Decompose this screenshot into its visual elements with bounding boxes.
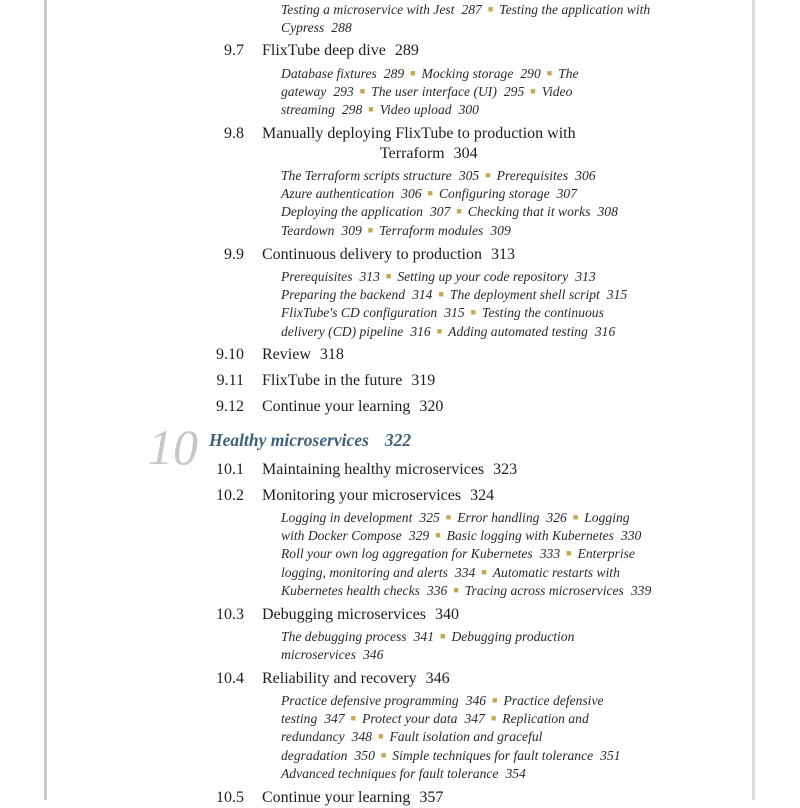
subsection-title: delivery (CD) pipeline <box>281 323 404 339</box>
separator-bullet: ■ <box>427 188 433 199</box>
subsection-page: 330 <box>620 528 642 544</box>
subsection-title: Testing a microservice with Jest <box>281 2 455 17</box>
toc-subsection-line <box>281 545 635 564</box>
section-page: 340 <box>434 606 459 623</box>
toc-subsection-line <box>281 83 572 102</box>
section-number: 9.9 <box>224 246 244 263</box>
toc-subsection-line <box>281 65 579 84</box>
section-number: 9.8 <box>224 125 244 142</box>
subsection-title: Automatic restarts with <box>492 564 620 580</box>
toc-subsection-line <box>281 304 604 323</box>
subsection-title: Testing the continuous <box>482 305 604 321</box>
toc-subsection-line <box>281 582 651 601</box>
section-number: 10.1 <box>216 461 244 478</box>
toc-subsection-line <box>281 323 615 342</box>
subsection-title: Practice defensive programming <box>281 693 459 708</box>
subsection-title: Deploying the application <box>281 204 423 220</box>
subsection-title: Database fixtures <box>281 66 377 81</box>
subsection-title: The Terraform scripts structure <box>281 168 452 183</box>
subsection-title: Mocking storage <box>421 66 514 81</box>
subsection-page: 339 <box>630 582 652 598</box>
section-page: 304 <box>453 145 478 162</box>
toc-subsection-line <box>281 185 577 204</box>
subsection-link[interactable] <box>281 546 560 561</box>
subsection-page: 348 <box>351 729 373 745</box>
subsection-page: 334 <box>454 564 476 580</box>
chapter-title-line[interactable] <box>209 430 411 451</box>
separator-bullet: ■ <box>359 86 366 97</box>
subsection-title: Advanced techniques for fault tolerance <box>281 765 499 781</box>
subsection-page: 307 <box>429 204 451 220</box>
separator-bullet: ■ <box>546 68 553 78</box>
subsection-page: 309 <box>490 222 511 238</box>
section-title: Maintaining healthy microservices <box>262 461 485 478</box>
section-title: Continuous delivery to production <box>262 246 482 263</box>
subsection-link[interactable] <box>450 287 627 302</box>
chapter-number: 10 <box>148 419 198 475</box>
subsection-page: 315 <box>606 287 628 303</box>
subsection-link[interactable] <box>281 647 383 662</box>
subsection-title: Teardown <box>281 222 335 238</box>
subsection-page: 295 <box>503 84 525 100</box>
subsection-link[interactable] <box>390 729 543 744</box>
section-title: Debugging microservices <box>262 606 426 623</box>
subsection-link[interactable] <box>281 729 372 744</box>
subsection-link[interactable] <box>439 186 577 201</box>
subsection-title: degradation <box>281 747 348 763</box>
subsection-title: Kubernetes health checks <box>281 582 420 598</box>
section-page: 346 <box>425 670 450 687</box>
subsection-page: 336 <box>426 582 448 598</box>
subsection-link[interactable] <box>281 711 345 726</box>
section-page: 289 <box>394 42 419 59</box>
subsection-page: 325 <box>419 510 440 525</box>
subsection-title: Testing the application with <box>499 2 651 17</box>
subsection-title: Checking that it works <box>467 204 591 220</box>
subsection-title: Azure authentication <box>281 186 395 202</box>
separator-bullet: ■ <box>378 731 384 742</box>
subsection-title: Prerequisites <box>496 168 569 183</box>
toc-subsection-line <box>281 19 352 37</box>
section-page: 324 <box>470 487 495 504</box>
section-page: 313 <box>490 246 515 263</box>
separator-bullet: ■ <box>530 86 536 97</box>
subsection-link[interactable] <box>558 66 578 81</box>
separator-bullet: ■ <box>445 512 452 522</box>
separator-bullet: ■ <box>470 307 477 318</box>
separator-bullet: ■ <box>440 631 446 641</box>
subsection-link[interactable] <box>281 102 362 117</box>
toc-subsection-line <box>281 747 621 766</box>
subsection-title: FlixTube's CD configuration <box>281 305 438 321</box>
subsection-page: 346 <box>465 693 487 708</box>
subsection-title: The <box>558 66 579 81</box>
subsection-title: Video <box>541 84 573 100</box>
subsection-link[interactable] <box>392 748 620 763</box>
subsection-page: 305 <box>458 168 480 183</box>
section-page: 320 <box>419 398 444 415</box>
section-number: 9.12 <box>216 398 244 415</box>
subsection-page: 288 <box>331 20 352 36</box>
section-number: 10.4 <box>216 670 244 687</box>
subsection-link[interactable] <box>281 565 475 580</box>
subsection-link[interactable] <box>457 510 567 525</box>
subsection-link[interactable] <box>502 711 588 726</box>
toc-subsection-line <box>281 646 383 664</box>
subsection-link[interactable] <box>281 766 526 781</box>
subsection-page: 307 <box>556 186 578 202</box>
subsection-page: 326 <box>546 510 567 525</box>
toc-subsection-line <box>281 101 479 120</box>
chapter-page: 322 <box>384 430 412 450</box>
subsection-link[interactable] <box>281 168 479 183</box>
subsection-link[interactable] <box>281 223 362 238</box>
subsection-link[interactable] <box>281 287 432 302</box>
subsection-link[interactable] <box>281 305 465 320</box>
subsection-title: Simple techniques for fault tolerance <box>392 747 594 763</box>
subsection-link[interactable] <box>281 748 375 763</box>
toc-subsection-line <box>281 203 618 222</box>
subsection-link[interactable] <box>499 2 650 17</box>
subsection-link[interactable] <box>281 84 354 99</box>
subsection-page: 316 <box>410 323 431 339</box>
subsection-link[interactable] <box>380 102 479 117</box>
subsection-page: 351 <box>600 747 621 763</box>
subsection-link[interactable] <box>281 510 440 525</box>
subsection-title: Logging in development <box>281 510 413 525</box>
section-number: 10.2 <box>216 487 244 504</box>
subsection-link[interactable] <box>281 204 450 219</box>
subsection-page: 287 <box>461 2 482 17</box>
subsection-title: Fault isolation and graceful <box>389 729 543 745</box>
section-title-continued: Terraform <box>380 145 445 162</box>
subsection-link[interactable] <box>397 269 595 284</box>
toc-subsection-line <box>281 710 589 729</box>
separator-bullet: ■ <box>490 713 497 724</box>
section-title: Continue your learning <box>262 398 411 415</box>
section-page: 357 <box>419 789 444 806</box>
subsection-link[interactable] <box>281 629 434 644</box>
subsection-page: 341 <box>413 629 434 644</box>
subsection-link[interactable] <box>584 510 629 525</box>
separator-bullet: ■ <box>481 566 487 577</box>
subsection-link[interactable] <box>281 66 404 81</box>
separator-bullet: ■ <box>380 749 387 760</box>
subsection-link[interactable] <box>281 20 352 35</box>
subsection-title: microservices <box>281 647 356 663</box>
section-title: Review <box>262 346 311 363</box>
section-number: 10.5 <box>216 789 244 806</box>
separator-bullet: ■ <box>566 548 572 559</box>
toc-subsection-line <box>281 167 596 186</box>
section-number: 9.10 <box>216 346 244 363</box>
toc-subsection-line <box>281 222 511 241</box>
subsection-title: The user interface (UI) <box>371 84 497 100</box>
separator-bullet: ■ <box>410 68 416 78</box>
subsection-title: Protect your data <box>362 711 458 727</box>
subsection-title: Enterprise <box>577 546 635 562</box>
subsection-title: The debugging process <box>281 629 407 644</box>
subsection-page: 306 <box>575 168 596 183</box>
subsection-link[interactable] <box>281 2 482 17</box>
section-title: FlixTube in the future <box>262 372 403 389</box>
toc-subsection-line <box>281 527 641 546</box>
subsection-link[interactable] <box>448 324 615 339</box>
toc-subsection-line <box>281 765 526 783</box>
subsection-link[interactable] <box>447 528 642 543</box>
subsection-page: 347 <box>464 711 485 727</box>
toc-subsection-line <box>281 509 630 528</box>
subsection-link[interactable] <box>451 629 574 644</box>
subsection-title: Practice defensive <box>503 693 604 708</box>
subsection-link[interactable] <box>465 583 651 598</box>
subsection-page: 306 <box>401 186 422 202</box>
subsection-title: Tracing across microservices <box>464 582 624 598</box>
separator-bullet: ■ <box>456 206 462 217</box>
subsection-link[interactable] <box>281 269 380 284</box>
separator-bullet: ■ <box>367 224 374 235</box>
separator-bullet: ■ <box>492 695 498 705</box>
section-page: 323 <box>493 461 518 478</box>
subsection-page: 300 <box>458 102 479 118</box>
separator-bullet: ■ <box>572 512 579 522</box>
subsection-title: testing <box>281 711 318 727</box>
separator-bullet: ■ <box>487 4 494 14</box>
subsection-link[interactable] <box>468 204 618 219</box>
section-page: 318 <box>319 346 344 363</box>
chapter-title: Healthy microservices <box>209 430 369 450</box>
subsection-link[interactable] <box>281 583 447 598</box>
section-title: Monitoring your microservices <box>262 487 462 504</box>
subsection-title: Logging <box>584 510 630 525</box>
section-page: 319 <box>411 372 436 389</box>
subsection-page: 313 <box>359 269 380 284</box>
subsection-page: 293 <box>333 84 354 100</box>
separator-bullet: ■ <box>350 713 357 724</box>
subsection-page: 309 <box>341 222 362 238</box>
section-title: Continue your learning <box>262 789 411 806</box>
section-number: 9.7 <box>224 42 244 59</box>
subsection-page: 313 <box>575 269 596 284</box>
subsection-link[interactable] <box>362 711 485 726</box>
separator-bullet: ■ <box>438 289 444 300</box>
separator-bullet: ■ <box>436 325 443 336</box>
toc-subsection-line <box>281 286 627 305</box>
subsection-title: The deployment shell script <box>449 287 600 303</box>
toc-subsection-line <box>281 728 542 747</box>
subsection-title: gateway <box>281 84 327 100</box>
section-title: Reliability and recovery <box>262 670 417 687</box>
subsection-page: 329 <box>408 528 430 544</box>
subsection-title: Preparing the backend <box>281 287 406 303</box>
subsection-page: 346 <box>363 647 384 663</box>
subsection-link[interactable] <box>281 528 429 543</box>
subsection-page: 308 <box>597 204 618 220</box>
subsection-title: logging, monitoring and alerts <box>281 564 448 580</box>
toc-subsection-line <box>281 564 620 583</box>
subsection-title: Error handling <box>457 510 540 525</box>
subsection-link[interactable] <box>281 324 431 339</box>
subsection-title: Setting up your code repository <box>397 269 569 284</box>
separator-bullet: ■ <box>453 584 459 595</box>
subsection-link[interactable] <box>281 186 422 201</box>
section-title: Manually deploying FlixTube to production with <box>262 125 576 142</box>
subsection-link[interactable] <box>379 223 511 238</box>
subsection-link[interactable] <box>542 84 573 99</box>
toc-subsection-line <box>281 1 650 20</box>
separator-bullet: ■ <box>368 104 374 115</box>
subsection-title: Terraform modules <box>379 222 484 238</box>
section-title: FlixTube deep dive <box>262 42 386 59</box>
section-number: 10.3 <box>216 606 244 623</box>
subsection-title: Adding automated testing <box>448 323 588 339</box>
subsection-link[interactable] <box>371 84 524 99</box>
toc-subsection-line <box>281 628 574 647</box>
subsection-page: 333 <box>539 546 561 562</box>
subsection-link[interactable] <box>504 693 604 708</box>
separator-bullet: ■ <box>385 271 392 281</box>
subsection-title: Configuring storage <box>438 186 550 202</box>
subsection-page: 347 <box>324 711 345 727</box>
subsection-link[interactable] <box>497 168 596 183</box>
subsection-page: 314 <box>412 287 433 303</box>
subsection-link[interactable] <box>578 546 635 561</box>
subsection-title: redundancy <box>281 729 345 745</box>
subsection-title: with Docker Compose <box>281 528 402 544</box>
subsection-page: 290 <box>520 66 541 81</box>
separator-bullet: ■ <box>435 530 441 541</box>
subsection-title: Debugging production <box>451 629 575 644</box>
subsection-title: Replication and <box>502 711 589 727</box>
subsection-link[interactable] <box>493 565 620 580</box>
subsection-title: Basic logging with Kubernetes <box>446 528 614 544</box>
subsection-title: Video upload <box>379 102 452 118</box>
subsection-page: 315 <box>444 305 465 321</box>
subsection-title: Cypress <box>281 20 325 36</box>
section-number: 9.11 <box>216 372 244 389</box>
separator-bullet: ■ <box>485 170 491 180</box>
toc-subsection-line <box>281 268 596 287</box>
subsection-page: 350 <box>354 747 375 763</box>
subsection-link[interactable] <box>281 693 486 708</box>
subsection-title: Roll your own log aggregation for Kubernetes <box>281 546 533 562</box>
subsection-link[interactable] <box>422 66 541 81</box>
subsection-page: 354 <box>505 765 526 781</box>
subsection-title: streaming <box>281 102 335 118</box>
subsection-page: 289 <box>383 66 405 81</box>
subsection-title: Prerequisites <box>281 269 353 284</box>
subsection-link[interactable] <box>482 305 604 320</box>
subsection-page: 316 <box>594 323 616 339</box>
toc-subsection-line <box>281 692 604 711</box>
subsection-page: 298 <box>341 102 363 118</box>
